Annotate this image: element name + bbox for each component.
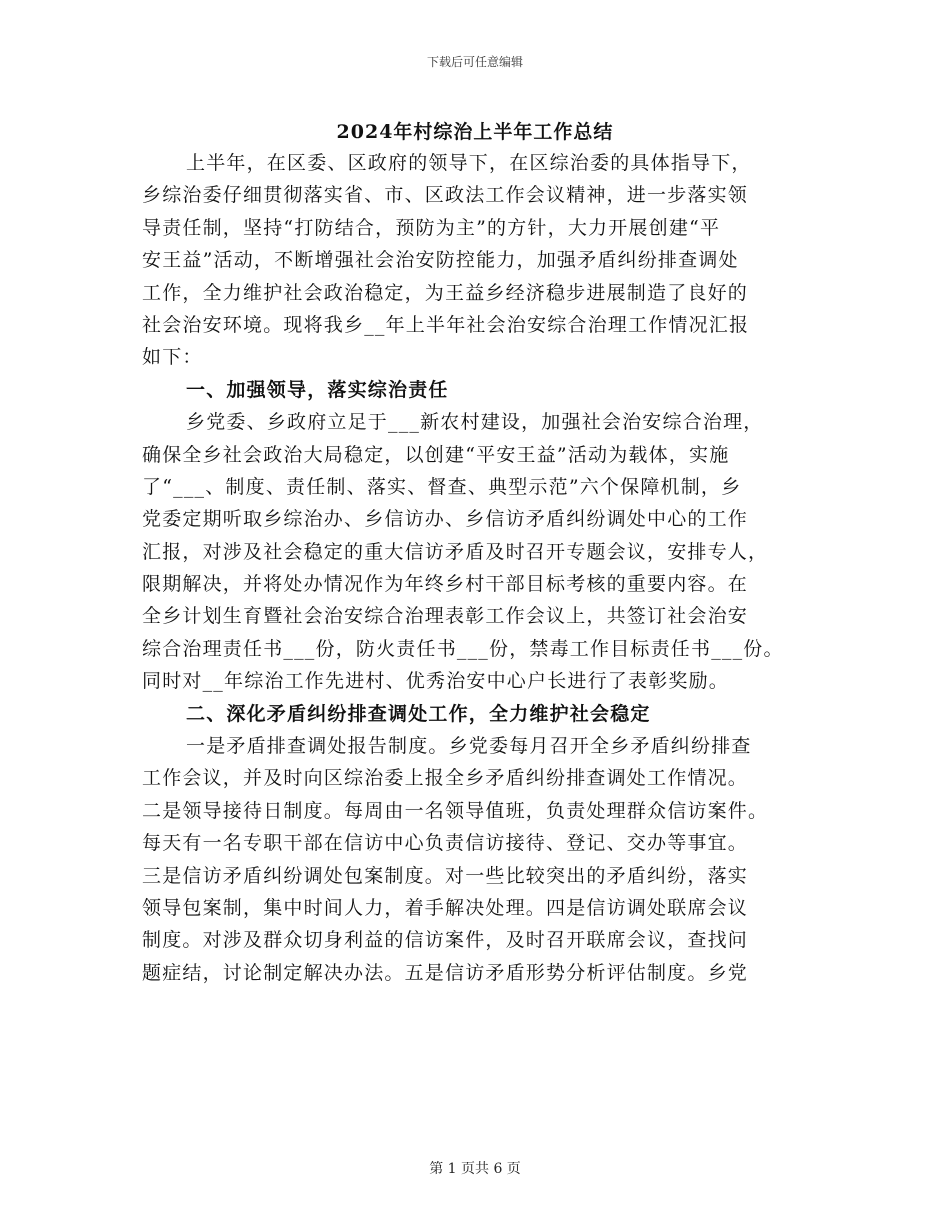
body-line: 了“___、制度、责任制、落实、督查、典型示范”六个保障机制，乡 [142, 475, 742, 498]
body-line: 工作，全力维护社会政治稳定，为王益乡经济稳步进展制造了良好的 [142, 281, 749, 304]
page-header-note: 下载后可任意编辑 [426, 55, 523, 69]
body-line: 题症结，讨论制定解决办法。五是信访矛盾形势分析评估制度。乡党 [142, 961, 749, 984]
body-line: 乡综治委仔细贯彻落实省、市、区政法工作会议精神，进一步落实领 [142, 184, 749, 207]
body-line: 一是矛盾排查调处报告制度。乡党委每月召开全乡矛盾纠纷排查 [186, 735, 752, 758]
body-line: 工作会议，并及时向区综治委上报全乡矛盾纠纷排查调处工作情况。 [142, 767, 749, 790]
body-line: 上半年，在区委、区政府的领导下，在区综治委的具体指导下， [186, 152, 752, 174]
body-line: 每天有一名专职干部在信访中心负责信访接待、登记、交办等事宜。 [142, 832, 749, 855]
body-line: 社会治安环境。现将我乡__年上半年社会治安综合治理工作情况汇报 [142, 313, 750, 336]
body-line: 安王益”活动，不断增强社会治安防控能力，加强矛盾纠纷排查调处 [142, 249, 739, 272]
body-line: 三是信访矛盾纠纷调处包案制度。对一些比较突出的矛盾纠纷，落实 [142, 864, 749, 887]
document-body [142, 147, 822, 989]
body-line: 领导包案制，集中时间人力，着手解决处理。四是信访调处联席会议 [142, 896, 749, 919]
body-line: 限期解决，并将处办情况作为年终乡村干部目标考核的重要内容。在 [142, 573, 749, 596]
body-line: 综合治理责任书___份，防火责任书___份，禁毒工作目标责任书___份。 [142, 637, 784, 660]
body-line: 党委定期听取乡综治办、乡信访办、乡信访矛盾纠纷调处中心的工作 [142, 508, 749, 531]
section-heading-2: 二、深化矛盾纠纷排查调处工作，全力维护社会稳定 [186, 702, 651, 725]
body-line: 二是领导接待日制度。每周由一名领导值班，负责处理群众信访案件。 [142, 799, 769, 822]
page-number: 第 1 页共 6 页 [429, 1161, 521, 1177]
body-line: 如下： [142, 346, 203, 369]
body-line: 确保全乡社会政治大局稳定，以创建“平安王益”活动为载体，实施 [142, 443, 730, 466]
body-line: 乡党委、乡政府立足于___新农村建设，加强社会治安综合治理， [186, 411, 764, 434]
body-line: 制度。对涉及群众切身利益的信访案件，及时召开联席会议，查找问 [142, 929, 749, 952]
section-heading-1: 一、加强领导，落实综治责任 [186, 378, 449, 401]
body-line: 汇报，对涉及社会稳定的重大信访矛盾及时召开专题会议，安排专人， [142, 540, 769, 563]
body-line: 全乡计划生育暨社会治安综合治理表彰工作会议上，共签订社会治安 [142, 605, 749, 628]
body-line: 导责任制，坚持“打防结合，预防为主”的方针，大力开展创建“平 [142, 216, 721, 239]
document-title: 2024年村综治上半年工作总结 [336, 121, 614, 143]
body-line: 同时对__年综治工作先进村、优秀治安中心户长进行了表彰奖励。 [142, 670, 730, 693]
